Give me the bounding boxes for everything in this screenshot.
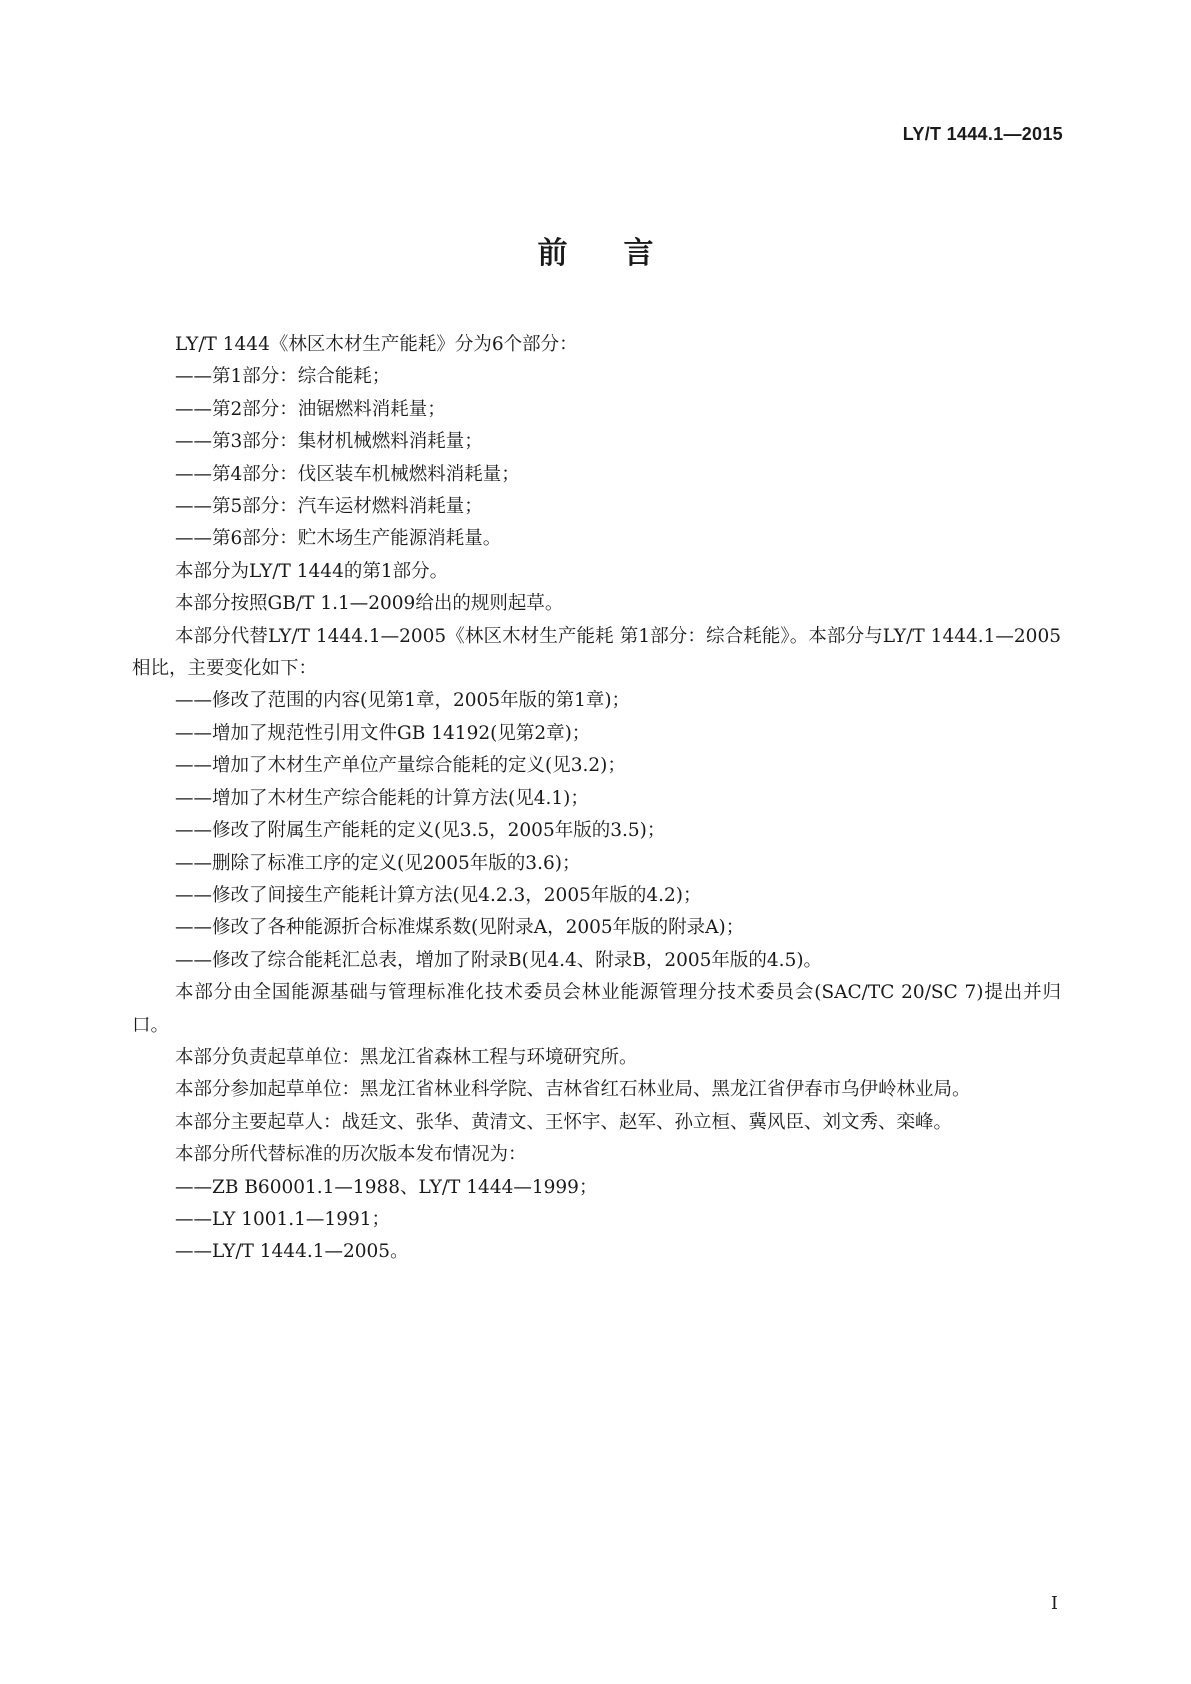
- list-item: ——第6部分：贮木场生产能源消耗量。: [175, 528, 502, 550]
- list-item: ——增加了规范性引用文件GB 14192(见第2章)；: [175, 722, 591, 744]
- paragraph: 本部分代替LY/T 1444.1—2005《林区木材生产能耗 第1部分：综合耗能》。本部分与LY/T 1444.1—2005相比，主要变化如下：: [132, 625, 1061, 680]
- paragraph: 本部分由全国能源基础与管理标准化技术委员会林业能源管理分技术委员会(SAC/TC 20/SC 7)提出并归口。: [132, 982, 1061, 1036]
- paragraph: 本部分所代替标准的历次版本发布情况为：: [175, 1144, 527, 1166]
- paragraph: LY/T 1444《林区木材生产能耗》分为6个部分：: [175, 334, 578, 355]
- list-item: ——第2部分：油锯燃料消耗量；: [175, 398, 446, 420]
- paragraph: 本部分为LY/T 1444的第1部分。: [175, 560, 449, 582]
- list-item: ——第4部分：伐区装车机械燃料消耗量；: [175, 463, 520, 485]
- page-title: 前言: [537, 236, 710, 271]
- list-item: ——修改了各种能源折合标准煤系数(见附录A，2005年版的附录A)；: [175, 917, 745, 939]
- paragraph: 本部分负责起草单位：黑龙江省森林工程与环境研究所。: [175, 1046, 638, 1068]
- list-item: ——第1部分：综合能耗；: [175, 366, 391, 388]
- list-item: ——LY 1001.1—1991；: [175, 1208, 391, 1230]
- paragraph: 本部分参加起草单位：黑龙江省林业科学院、吉林省红石林业局、黑龙江省伊春市乌伊岭林业局。: [175, 1079, 971, 1101]
- standard-code: LY/T 1444.1—2015: [902, 124, 1063, 144]
- paragraph: 本部分按照GB/T 1.1—2009给出的规则起草。: [175, 593, 564, 615]
- list-item: ——增加了木材生产综合能耗的计算方法(见4.1)；: [175, 787, 589, 809]
- list-item: ——修改了综合能耗汇总表，增加了附录B(见4.4、附录B，2005年版的4.5)。: [175, 949, 823, 971]
- list-item: ——修改了附属生产能耗的定义(见3.5，2005年版的3.5)；: [175, 820, 666, 842]
- list-item: ——第3部分：集材机械燃料消耗量；: [175, 431, 483, 453]
- list-item: ——LY/T 1444.1—2005。: [175, 1241, 409, 1263]
- list-item: ——第5部分：汽车运材燃料消耗量；: [175, 496, 483, 518]
- list-item: ——修改了间接生产能耗计算方法(见4.2.3，2005年版的4.2)；: [175, 884, 702, 906]
- list-item: ——修改了范围的内容(见第1章，2005年版的第1章)；: [175, 690, 631, 712]
- foreword-body: [132, 329, 1061, 1269]
- list-item: ——删除了标准工序的定义(见2005年版的3.6)；: [175, 852, 581, 874]
- page-number: I: [1050, 1593, 1058, 1614]
- list-item: ——ZB B60001.1—1988、LY/T 1444—1999；: [175, 1176, 598, 1198]
- paragraph: 本部分主要起草人：战廷文、张华、黄清文、王怀宇、赵军、孙立桓、冀风臣、刘文秀、栾峰。: [175, 1111, 953, 1133]
- list-item: ——增加了木材生产单位产量综合能耗的定义(见3.2)；: [175, 755, 626, 777]
